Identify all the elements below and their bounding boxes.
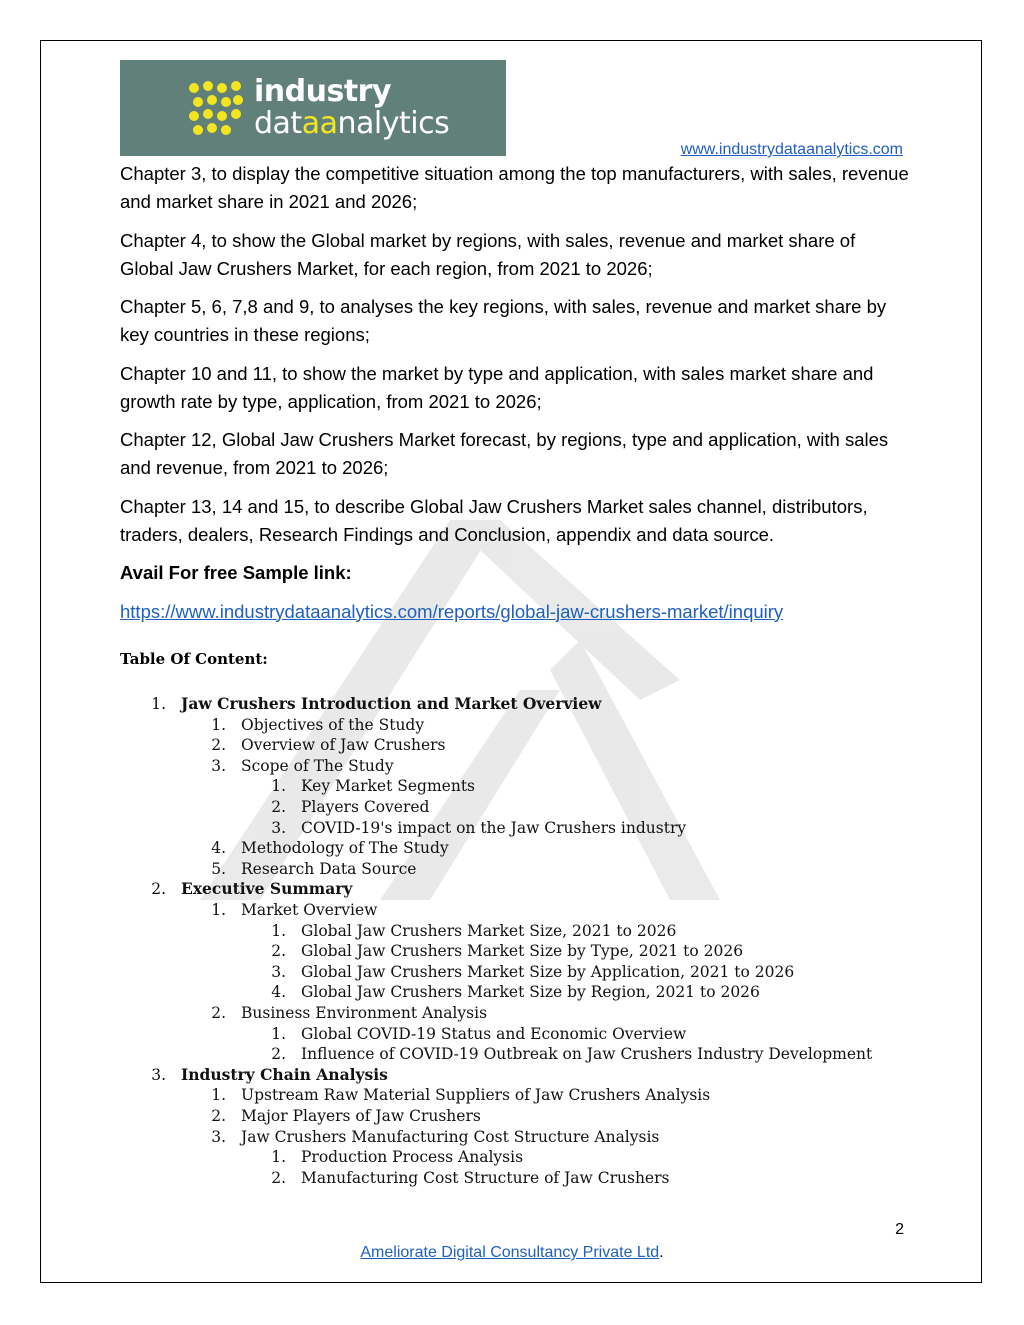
toc-item-text: Overview of Jaw Crushers [241, 736, 446, 755]
toc-item-number: 3. [271, 962, 286, 981]
toc-item-text: Business Environment Analysis [241, 1004, 488, 1022]
toc-item-number: 2. [151, 880, 166, 899]
toc-item-text: Global COVID-19 Status and Economic Overview [301, 1024, 687, 1043]
toc-item-number: 3. [271, 818, 286, 837]
paragraph-chapter-13-15: Chapter 13, 14 and 15, to describe Global Jaw Crushers Market sales channel, distributors, traders, dealers, Research Findings and Conclusion, appendix and data source. [120, 495, 868, 545]
toc-item-text: Market Overview [241, 901, 378, 919]
toc-item-number: 1. [211, 1086, 226, 1105]
page-number: 2 [895, 1221, 904, 1238]
toc-item-text: Players Covered [301, 798, 430, 816]
toc-item-text: Global Jaw Crushers Market Size, 2021 to 2026 [301, 921, 677, 940]
toc-item-text: Production Process Analysis [301, 1148, 524, 1167]
main-content [120, 160, 910, 636]
sample-heading: Avail For free Sample link: [120, 562, 352, 583]
toc-item-number: 1. [151, 695, 166, 713]
sample-link[interactable]: https://www.industrydataanalytics.com/reports/global-jaw-crushers-market/inquiry [120, 600, 784, 622]
paragraph-chapter-3: Chapter 3, to display the competitive situation among the top manufacturers, with sales, revenue and market share in 2021 and 2026; [120, 163, 909, 212]
toc-item-number: 1. [271, 921, 286, 940]
footer [0, 1244, 1024, 1262]
toc-item-text: Influence of COVID-19 Outbreak on Jaw Crushers Industry Development [301, 1045, 873, 1064]
logo-text-dataanalytics: dataanalytics [254, 106, 450, 141]
toc-item-number: 2. [271, 1168, 286, 1187]
toc-item-text: COVID-19's impact on the Jaw Crushers industry [301, 818, 687, 837]
toc-item-text: Executive Summary [181, 879, 353, 899]
toc-item-number: 2. [211, 1004, 226, 1022]
toc-item-text: Jaw Crushers Manufacturing Cost Structure Analysis [241, 1127, 660, 1146]
toc-item-text: Industry Chain Analysis [181, 1064, 388, 1084]
toc-item-number: 3. [211, 756, 226, 775]
toc-item-number: 1. [271, 1024, 286, 1043]
toc-item-number: 3. [211, 1127, 226, 1146]
company-logo [120, 60, 506, 156]
toc-item-text: Global Jaw Crushers Market Size by Type, 2021 to 2026 [301, 942, 744, 961]
toc-item-text: Global Jaw Crushers Market Size by Region, 2021 to 2026 [301, 983, 760, 1002]
toc-item-number: 4. [271, 983, 286, 1002]
logo-text-industry: industry [254, 74, 392, 109]
toc-item-text: Scope of The Study [241, 756, 394, 775]
toc-item-text: Jaw Crushers Introduction and Market Overview [181, 694, 602, 713]
toc-item-number: 2. [271, 1045, 286, 1064]
toc-item-text: Objectives of the Study [241, 715, 425, 734]
toc-title: Table Of Content: [120, 650, 268, 668]
toc-item-number: 3. [151, 1065, 166, 1084]
toc-item-number: 1. [211, 715, 226, 734]
toc-item-text: Major Players of Jaw Crushers [241, 1107, 481, 1125]
paragraph-chapter-5-9: Chapter 5, 6, 7,8 and 9, to analyses the key regions, with sales, revenue and market share by key countries in these regions; [120, 296, 887, 345]
toc-item-number: 1. [271, 1148, 286, 1167]
toc-item-text: Upstream Raw Material Suppliers of Jaw Crushers Analysis [241, 1086, 711, 1105]
paragraph-chapter-12: Chapter 12, Global Jaw Crushers Market forecast, by regions, type and application, with sales and revenue, from 2021 to 2026; [120, 429, 889, 478]
paragraph-chapter-4: Chapter 4, to show the Global market by regions, with sales, revenue and market share of Global Jaw Crushers Market, for each region, from 2021 to 2026; [120, 229, 856, 279]
footer-company-link[interactable]: Ameliorate Digital Consultancy Private Ltd [360, 1244, 660, 1261]
toc-item-number: 2. [271, 942, 286, 961]
toc-item-number: 1. [211, 901, 226, 919]
toc-item-text: Key Market Segments [301, 777, 476, 796]
toc-item-number: 2. [211, 736, 226, 755]
logo-dots-icon [188, 80, 244, 136]
paragraph-chapter-10-11: Chapter 10 and 11, to show the market by type and application, with sales market share and growth rate by type, application, from 2021 to 2026; [120, 362, 874, 412]
toc-item-text: Methodology of The Study [241, 839, 449, 858]
toc-item-number: 4. [211, 839, 226, 858]
toc-item-text: Research Data Source [241, 859, 417, 878]
toc-item-text: Manufacturing Cost Structure of Jaw Crushers [301, 1168, 670, 1187]
toc-item-number: 2. [271, 798, 286, 816]
toc-item-text: Global Jaw Crushers Market Size by Application, 2021 to 2026 [301, 962, 795, 981]
toc-item-number: 1. [271, 777, 286, 796]
footer-suffix: . [659, 1244, 664, 1261]
toc-item-number: 2. [211, 1107, 226, 1125]
toc-item-number: 5. [211, 859, 226, 878]
website-link[interactable]: www.industrydataanalytics.com [680, 141, 903, 158]
